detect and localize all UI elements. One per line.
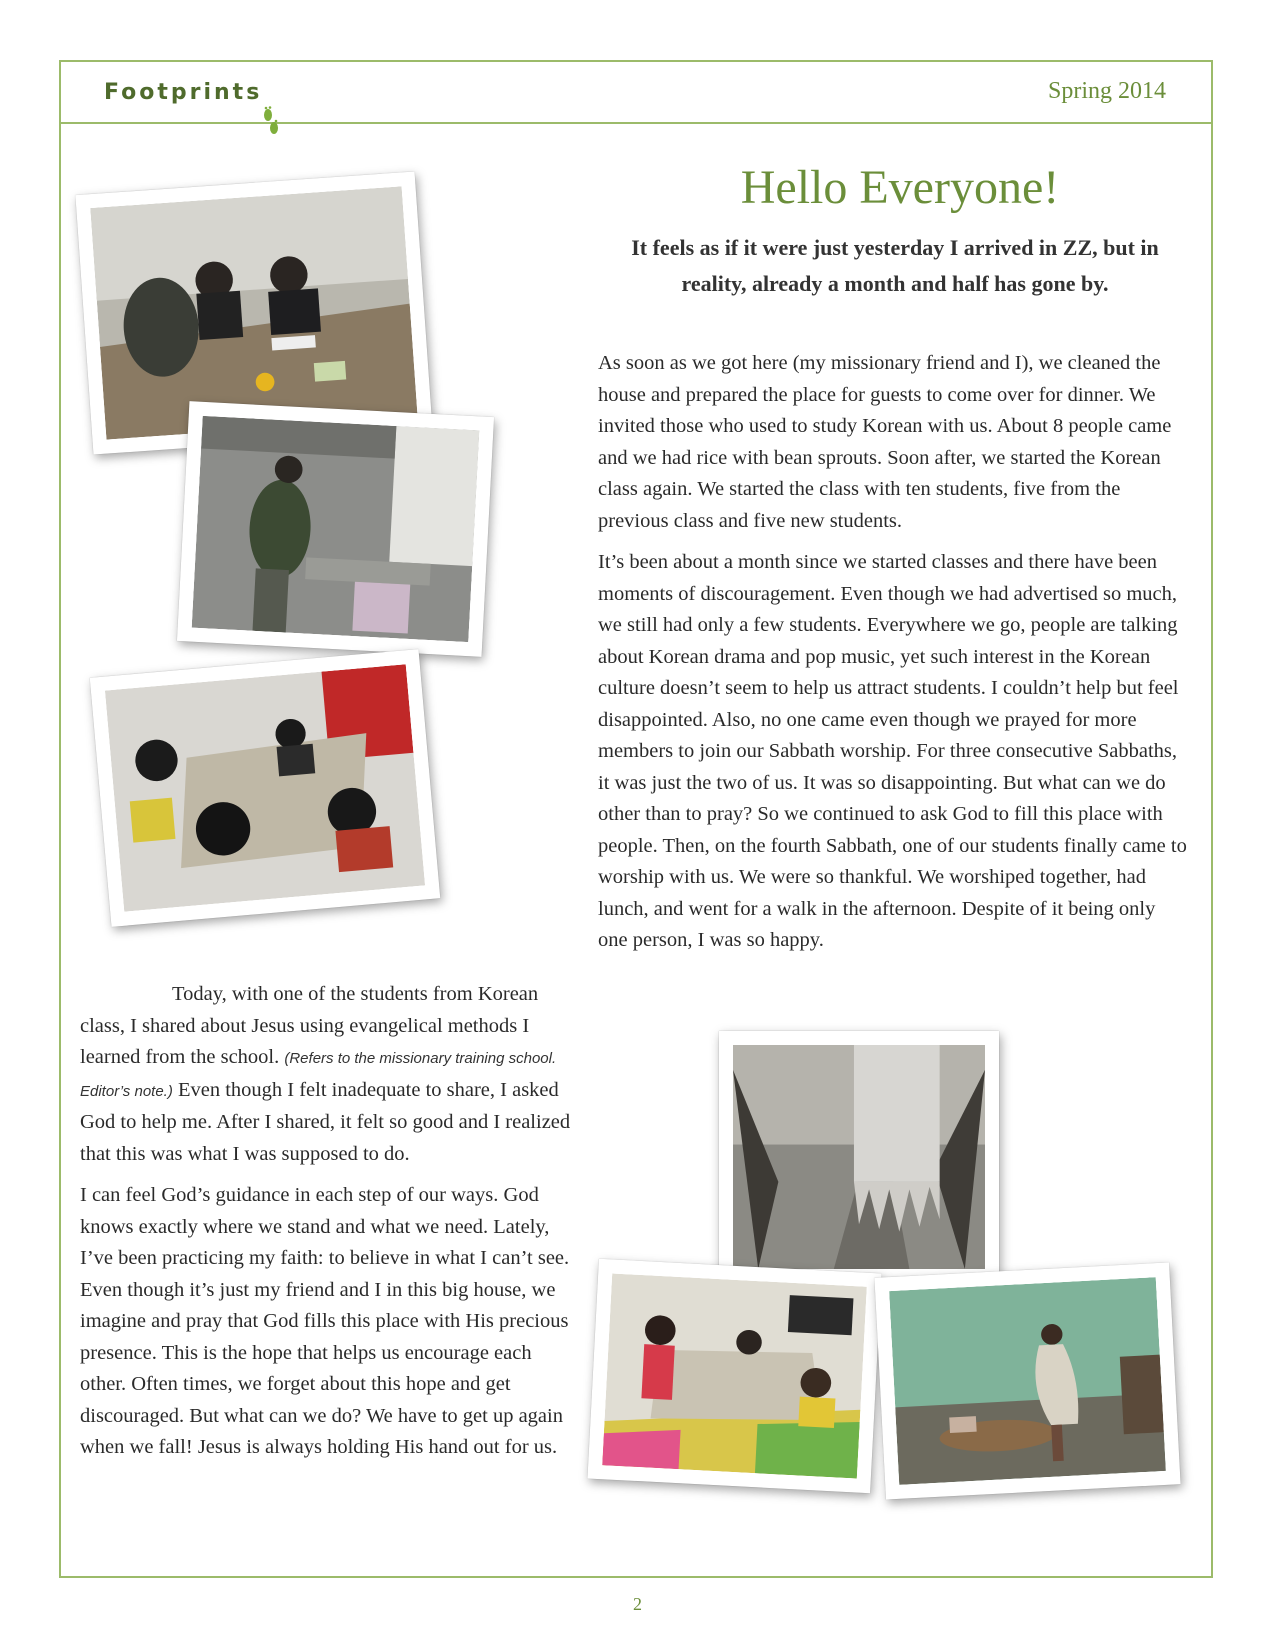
paragraph: As soon as we got here (my missionary friend and I), we cleaned the house and prepared the place for guests to come over for dinner. We invited those who used to study Korean with us. About 8 people came and we had rice with bean sprouts. Soon after, we started the Korean class again. We started the class with ten students, five from the previous class and five new students. bbox=[598, 352, 1172, 532]
photo-study-group bbox=[90, 649, 441, 927]
article-title: Hello Everyone! bbox=[740, 161, 1060, 214]
paragraph: It’s been about a month since we started classes and there have been moments of discouragement. Even though we had advertised so much, we still had only a few students. Everywhere we go, people are talking about Korean drama and pop music, yet such interest in the Korean culture doesn’t seem to help us attract students. I couldn’t help but feel disappointed. Also, no one came even though we prayed for more members to join our Sabbath worship. For three consecutive Sabbaths, it was just the two of us. It was so disappointing. But what can we do other than to pray? So we continued to ask God to fill this place with people. Then, on the fourth Sabbath, one of our students finally came to worship with us. We were so thankful. We worshiped together, had lunch, and went for a walk in the afternoon. Despite of it being only one person, I was so happy. bbox=[598, 551, 1187, 951]
paragraph: I can feel God’s guidance in each step of our ways. God knows exactly where we stand and what we need. Lately, I’ve been practicing my faith: to believe in what I can’t see. Even though it’s just my friend and I in this big house, we imagine and pray that God fills this place with His precious presence. This is the hope that helps us encourage each other. Often times, we forget about this hope and get discouraged. But what can we do? We have to get up again when we fall! Jesus is always holding His hand out for us. bbox=[80, 1184, 570, 1458]
paragraph bbox=[80, 979, 580, 1170]
page-number: 2 bbox=[633, 1594, 642, 1614]
photo-floor-study bbox=[587, 1259, 881, 1494]
left-column-text bbox=[80, 979, 580, 1474]
paragraph-intro: Today, with one of the students from Korean class, I shared about Jesus using evangelical methods I learned from the school. bbox=[80, 983, 539, 1068]
photo-room-cleaning bbox=[874, 1262, 1180, 1499]
issue-date: Spring 2014 bbox=[1047, 78, 1166, 104]
newsletter-brand: Footprints bbox=[104, 80, 263, 105]
header-rule bbox=[59, 122, 1213, 124]
paragraph-continue: Even though I felt inadequate to share, I asked God to help me. After I shared, it felt so good and I realized that this was what I was supposed to do. bbox=[80, 1078, 571, 1165]
right-column-text bbox=[598, 348, 1190, 967]
article-subtitle: It feels as if it were just yesterday I arrived in ZZ, but in reality, already a month and half has gone by. bbox=[631, 235, 1159, 296]
photo-kitchen bbox=[177, 401, 494, 657]
editor-note: (Refers to the missionary training school. Editor’s note.) bbox=[80, 1050, 557, 1100]
photo-campus-walk bbox=[719, 1031, 999, 1283]
footprint-icon bbox=[262, 106, 280, 136]
